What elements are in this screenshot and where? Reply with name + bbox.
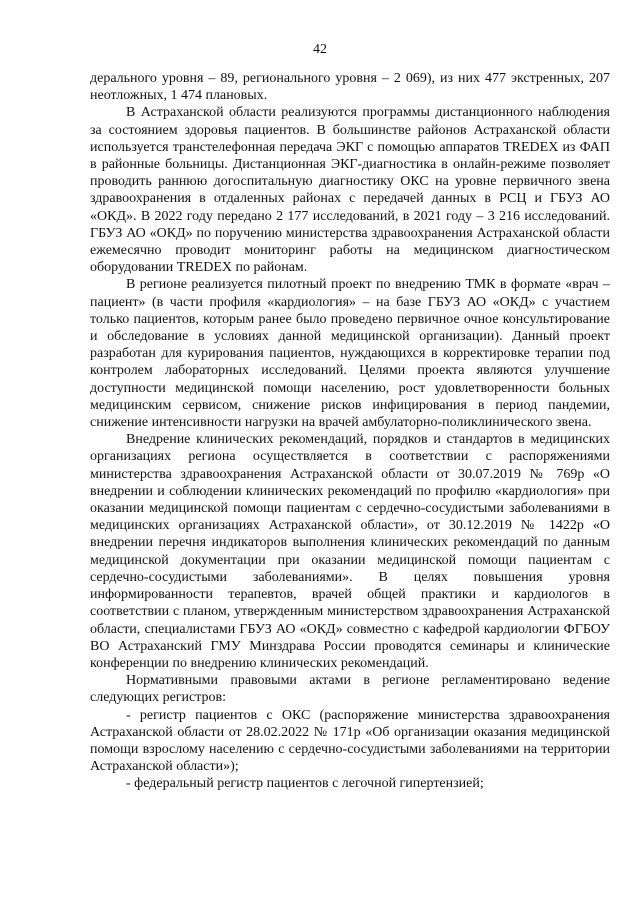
paragraph-4: Внедрение клинических рекомендаций, порядков и стандартов в медицинских организациях региона осуществляется в соответствии с распоряжениями министерства здравоохранения Астраханской области от 30.07.2019 № 769р «О внедрении и соблюдении клинических рекомендаций по профилю «кардиология» при оказании медицинской помощи пациентам с сердечно-сосудистыми заболеваниями в медицинских организациях Астраханской области», от 30.12.2019 № 1422р «О внедрении перечня индикаторов выполнения клинических рекомендаций по данным медицинской документации при оказании медицинской помощи пациентам с сердечно-сосудистыми заболеваниями». В целях повышения уровня информированности терапевтов, врачей общей практики и кардиологов в соответствии с планом, утвержденным министерством здравоохранения Астраханской области, специалистами ГБУЗ АО «ОКД» совместно с кафедрой кардиологии ФГБОУ ВО Астраханский ГМУ Минздрава России проводятся семинары и клинические конференции по внедрению клинических рекомендаций.	[90, 432, 610, 671]
paragraph-5: Нормативными правовыми актами в регионе регламентировано ведение следующих регистров:	[90, 673, 610, 706]
document-body	[90, 70, 610, 793]
paragraph-1: дерального уровня – 89, регионального уровня – 2 069), из них 477 экстренных, 207 неотложных, 1 474 плановых.	[90, 71, 610, 104]
page-number: 42	[313, 42, 327, 57]
paragraph-3: В регионе реализуется пилотный проект по внедрению ТМК в формате «врач – пациент» (в части профиля «кардиология» – на базе ГБУЗ АО «ОКД» с участием только пациентов, которым ранее было проведено первичное очное консультирование и обследование в условиях данной медицинской организации). Данный проект разработан для курирования пациентов, нуждающихся в корректировке терапии под контролем лабораторных исследований. Целями проекта являются улучшение доступности медицинской помощи населению, рост удовлетворенности больных медицинским сервисом, снижение рисков инфицирования в период пандемии, снижение интенсивности нагрузки на врачей амбулаторно-поликлинического звена.	[90, 277, 610, 431]
list-item-pulmonary-hypertension-registry: - федеральный регистр пациентов с легочной гипертензией;	[126, 776, 484, 792]
list-item-acs-registry: - регистр пациентов с ОКС (распоряжение министерства здравоохранения Астраханской области от 28.02.2022 № 171р «Об организации оказания медицинской помощи взрослому населению с сердечно-сосудистыми заболеваниями на территории Астраханской области»);	[90, 707, 610, 775]
paragraph-2: В Астраханской области реализуются программы дистанционного наблюдения за состоянием здоровья пациентов. В большинстве районов Астраханской области используется транстелефонная передача ЭКГ с помощью аппаратов TREDEX из ФАП в районные больницы. Дистанционная ЭКГ-диагностика в онлайн-режиме позволяет проводить раннюю догоспитальную диагностику ОКС на уровне первичного звена здравоохранения в отдаленных районах с передачей данных в РСЦ и ГБУЗ АО «ОКД». В 2022 году передано 2 177 исследований, в 2021 году – 3 216 исследований. ГБУЗ АО «ОКД» по поручению министерства здравоохранения Астраханской области ежемесячно проводит мониторинг работы на медицинском диагностическом оборудовании TREDEX по районам.	[90, 105, 610, 276]
